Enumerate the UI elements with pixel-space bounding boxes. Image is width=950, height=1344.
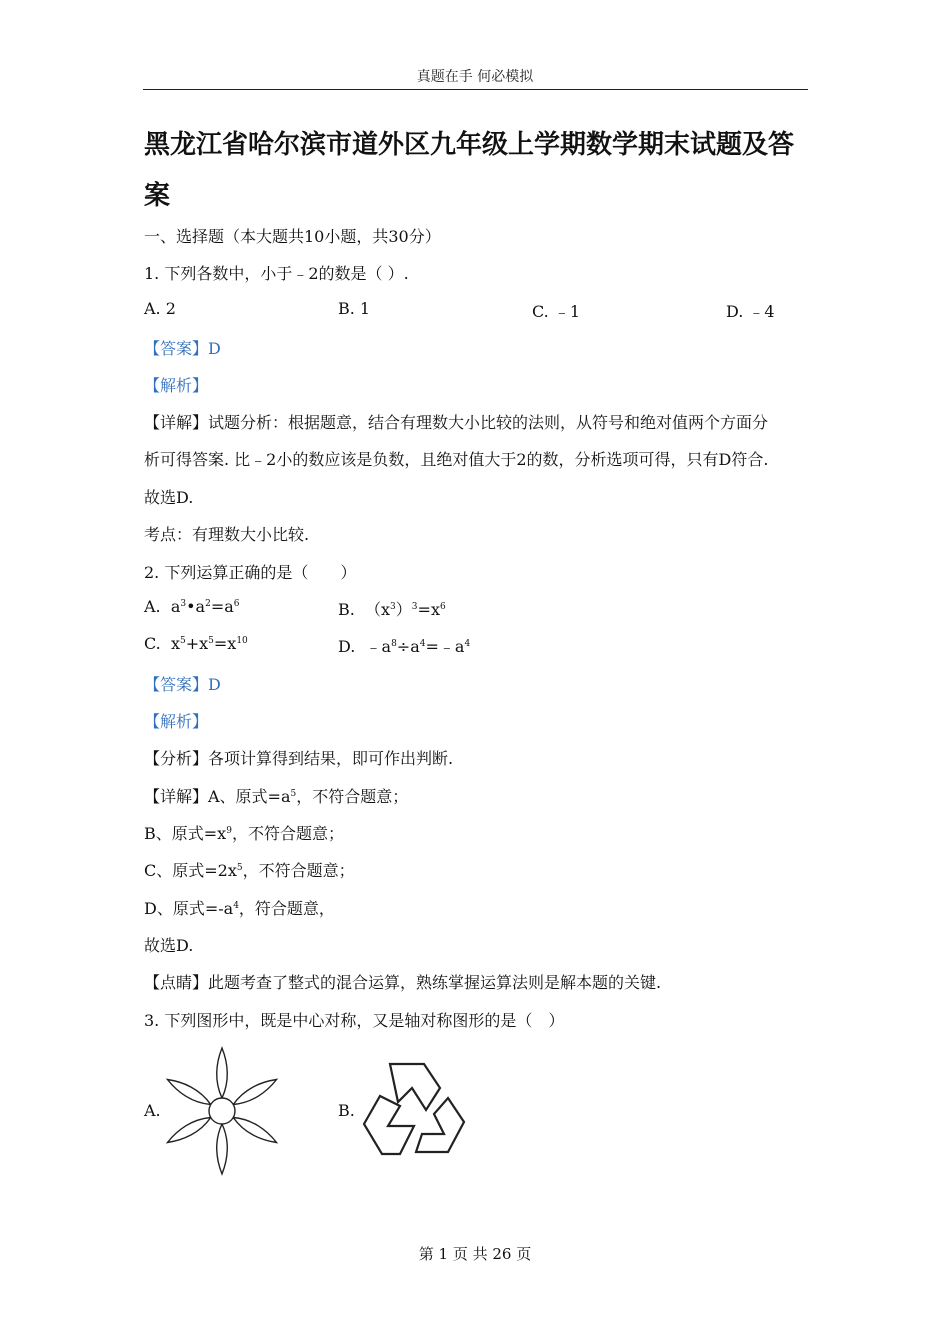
q2-stem: 2. 下列运算正确的是（ ） <box>144 563 357 582</box>
q1-answer: 【答案】D <box>144 339 221 358</box>
q3-stem: 3. 下列图形中，既是中心对称，又是轴对称图形的是（ ） <box>144 1011 565 1030</box>
q1-kaodian: 考点：有理数大小比较. <box>144 525 310 544</box>
q1-option-c: C. ﹣1 <box>532 302 581 321</box>
q2-analysis-label: 【解析】 <box>144 712 209 731</box>
q2-detail-c: C、原式$=2x^5$，不符合题意； <box>144 861 355 880</box>
six-petal-flower-icon <box>160 1045 284 1177</box>
q2-detail-b: B、原式$=x^9$，不符合题意； <box>144 824 344 843</box>
q2-conclusion: 故选D. <box>144 936 194 955</box>
q2-detail-a: 【详解】A、原式$=a^5$，不符合题意； <box>144 787 409 806</box>
q1-conclusion: 故选D. <box>144 488 194 507</box>
q1-stem: 1. 下列各数中，小于﹣2的数是（ ）. <box>144 264 409 283</box>
page-footer: 第 1 页 共 26 页 <box>418 1245 532 1263</box>
header-divider <box>143 89 808 90</box>
q1-option-a: A. 2 <box>144 299 176 318</box>
q2-option-a: A. $a^3•a^2=a^6$ <box>144 597 240 616</box>
q2-dianjing: 【点睛】此题考查了整式的混合运算，熟练掌握运算法则是解本题的关键. <box>144 973 662 992</box>
q1-detail-1: 【详解】试题分析：根据题意，结合有理数大小比较的法则，从符号和绝对值两个方面分 <box>144 413 769 432</box>
q3-option-b-label: B. <box>338 1101 355 1120</box>
doc-title-line1: 黑龙江省哈尔滨市道外区九年级上学期数学期末试题及答 <box>144 130 795 160</box>
recycle-arrows-icon <box>360 1058 468 1160</box>
q2-option-c: C. $x^5+x^5=x^{10}$ <box>144 634 248 653</box>
q2-answer: 【答案】D <box>144 675 221 694</box>
q2-detail-d: D、原式$=-a^4$，符合题意， <box>144 899 335 918</box>
q2-fenxi: 【分析】各项计算得到结果，即可作出判断. <box>144 749 454 768</box>
q2-option-b: B. $(x^3)^3=x^6$ <box>338 600 446 619</box>
page-header: 真题在手 何必模拟 <box>416 69 534 85</box>
q1-option-b: B. 1 <box>338 299 371 318</box>
q1-analysis-label: 【解析】 <box>144 376 209 395</box>
doc-title-line2: 案 <box>144 181 171 211</box>
q3-option-a-label: A. <box>144 1101 161 1120</box>
q1-option-d: D. ﹣4 <box>726 302 775 321</box>
q2-option-d: D. $﹣a^8\div a^4=﹣a^4$ <box>338 637 471 656</box>
q1-detail-2: 析可得答案. 比﹣2小的数应该是负数，且绝对值大于2的数，分析选项可得，只有D符合. <box>144 450 769 469</box>
section-heading: 一、选择题（本大题共10小题，共30分） <box>144 227 441 246</box>
